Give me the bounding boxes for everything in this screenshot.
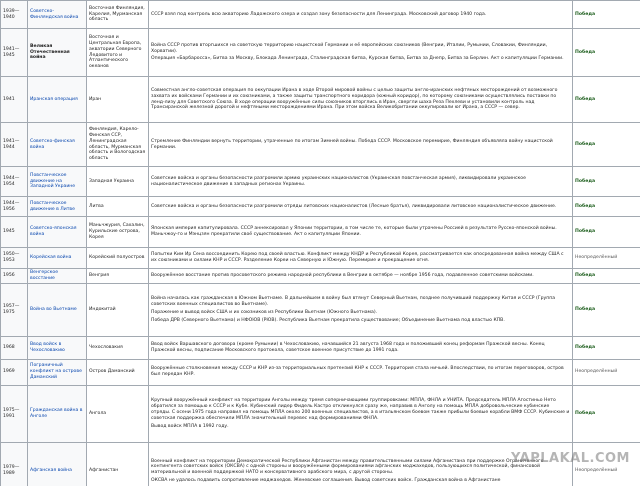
table-row [1, 283, 640, 336]
year-cell: 1968 [1, 336, 28, 359]
description-cell [149, 217, 573, 248]
description-cell [149, 385, 573, 442]
result-cell: Победа [573, 385, 640, 442]
description-paragraph: Вооружённое восстание против просоветского режима народной республики в Венгрии в октябре — ноябре 1956 года, подавленное советскими войсками. [151, 272, 534, 278]
description-paragraph: Стремление Финляндии вернуть территории, утраченные по итогам Зимней войны. Победа СССР. Московское перемирие, Финляндия объявляла войну нацистской Германии. [151, 138, 553, 150]
result-cell: Победа [573, 167, 640, 197]
location-cell: Иран [87, 77, 149, 123]
war-name-link[interactable]: Повстанческое движение в Литве [28, 197, 87, 217]
war-name-link[interactable]: Пограничный конфликт на острове Даманский [28, 359, 87, 385]
description-paragraph: Поражение и вывод войск США и их союзников из Республики Вьетнам (Южного Вьетнама). [151, 309, 378, 315]
description-cell [149, 442, 573, 486]
location-cell: Восточная и Центральная Европа, акватории Северного Ледовитого и Атлантического океанов [87, 29, 149, 77]
table-row [1, 123, 640, 167]
war-name-link[interactable]: Ввод войск в Чехословакию [28, 336, 87, 359]
result-cell: Победа [573, 269, 640, 284]
description-paragraph: Советские войска и органы безопасности разгромили отряды литовских националистов (Лесные братья), ликвидировали литовское националистическое движение. [151, 203, 557, 209]
description-cell [149, 269, 573, 284]
result-cell: Победа [573, 336, 640, 359]
description-paragraph: Война началась как гражданская в Южном Вьетнаме. В дальнейшем в войну был втянут Северный Вьетнам, позднее получивший поддержку Китая и СССР (Группа советских военных специалистов во Вьетнаме). [151, 296, 556, 307]
location-cell: Чехословакия [87, 336, 149, 359]
location-cell: Ангола [87, 385, 149, 442]
location-cell: Маньчжурия, Сахалин, Курильские острова, Корея [87, 217, 149, 248]
description-paragraph: Вывод войск МПЛА в 1992 году. [151, 423, 229, 429]
year-cell: 1939—1940 [1, 1, 28, 29]
description-paragraph: Военный конфликт на территории Демократической Республики Афганистан между правительственными силами Афганистана при поддержке Ограниченного контингента советских войск (ОКСВА) с одной стороны и вооружёнными формированиями афганских моджахедов, пользующихся политической, финансовой материальной и военной поддержкой НАТО и консервативного арабского мира, с другой стороны. [151, 458, 544, 476]
description-paragraph: СССР взял под контроль всю акваторию Ладожского озера и создал зону безопасности для Ленинграда. Московский договор 1940 года. [151, 11, 487, 17]
year-cell: 1957—1975 [1, 283, 28, 336]
description-cell [149, 197, 573, 217]
war-name-link[interactable]: Иранская операция [28, 77, 87, 123]
location-cell: Западная Украина [87, 167, 149, 197]
description-cell [149, 123, 573, 167]
war-name-link[interactable]: Афганская война [28, 442, 87, 486]
year-cell: 1945 [1, 217, 28, 248]
description-paragraph: Японская империя капитулировала. СССР аннексировал у Японии территории, в том числе те, которые были утрачены Россией в результате Русско-японской войны. Маньчжоу-го и Мэнцзян прекратили своё существование. Акт о капитуляции Японии. [151, 226, 557, 237]
location-cell: Венгрия [87, 269, 149, 284]
war-name-link[interactable]: Повстанческое движение на Западной Украине [28, 167, 87, 197]
table-row [1, 29, 640, 77]
result-cell: Победа [573, 1, 640, 29]
location-cell: Индокитай [87, 283, 149, 336]
year-cell: 1941 [1, 77, 28, 123]
table-row [1, 77, 640, 123]
table-row [1, 1, 640, 29]
year-cell: 1944—1956 [1, 197, 28, 217]
year-cell: 1975—1991 [1, 385, 28, 442]
location-cell: Остров Даманский [87, 359, 149, 385]
table-row [1, 269, 640, 284]
description-cell [149, 167, 573, 197]
watermark: YAPLAKAL.COM [511, 451, 630, 467]
table-row [1, 248, 640, 269]
year-cell: 1969 [1, 359, 28, 385]
description-paragraph: Крупный вооружённый конфликт на территории Анголы между тремя соперничающими группировками: МПЛА, ФНЛА и УНИТА. Председатель МПЛА Агостиньо Нето обратился за помощью к СССР и к Кубе. Кубинский лидер Фидель Кастро откликнулся сразу же, направив в Анголу на помощь МПЛА добровольческие кубинские отряды. С осени 1975 года направил на помощь МПЛА около 200 военных специалистов, а в итальянском боевом также прибыли боевые корабли ВМФ СССР. Кубинские и советская поддержка обеспечили МПЛА значительный перевес над формированиями ФНЛА. [151, 398, 570, 421]
result-cell: Победа [573, 123, 640, 167]
year-cell: 1944—1954 [1, 167, 28, 197]
location-cell: Восточная Финляндия, Карелия, Мурманская область [87, 1, 149, 29]
table-row [1, 359, 640, 385]
result-cell: Неопределённый [573, 359, 640, 385]
description-cell [149, 77, 573, 123]
result-cell: Победа [573, 77, 640, 123]
table-row [1, 336, 640, 359]
description-paragraph: ОКСВА не удалось подавить сопротивление моджахедов. Женевские соглашения. Вывод советских войск. Гражданская война в Афганистане [151, 478, 501, 484]
description-paragraph: Победа ДРВ (Северного Вьетнама) и НФОЮВ (РЮВ). Республика Вьетнам прекратила существование; Объединение Вьетнама под властью КПВ. [151, 317, 505, 323]
description-cell [149, 336, 573, 359]
description-paragraph: Операция «Барбаросса», Битва за Москву, Блокада Ленинграда, Сталинградская битва, Курская битва, Битва за Днепр, Битва за Берлин. Акт о капитуляции Германии. [151, 56, 564, 62]
result-cell: Победа [573, 217, 640, 248]
description-cell [149, 283, 573, 336]
description-paragraph: Война СССР против вторгшихся на советскую территорию нацистской Германии и её европейских союзников (Венгрии, Италии, Румынии, Словакии, Финляндии, Хорватии). [151, 42, 548, 54]
table-row [1, 197, 640, 217]
description-cell [149, 29, 573, 77]
war-name-link[interactable]: Советско-японская война [28, 217, 87, 248]
table-row [1, 385, 640, 442]
description-cell [149, 1, 573, 29]
result-cell: Победа [573, 197, 640, 217]
year-cell: 1979—1989 [1, 442, 28, 486]
war-name-link[interactable]: Корейская война [28, 248, 87, 269]
year-cell: 1950—1953 [1, 248, 28, 269]
table-row [1, 217, 640, 248]
description-paragraph: Попытки Ким Ир Сена воссоединить Корею под своей властью. Конфликт между КНДР и Республикой Корея, рассматривается как опосредованная война между США с их союзниками и силами КНР и СССР. Разделение Кореи на Северную и Южную. Перемирие и прекращение огня. [151, 252, 564, 263]
location-cell: Корейский полуостров [87, 248, 149, 269]
result-cell: Победа [573, 29, 640, 77]
war-name-link[interactable]: Великая Отечественная война [28, 29, 87, 77]
war-name-link[interactable]: Венгерское восстание [28, 269, 87, 284]
year-cell: 1941—1945 [1, 29, 28, 77]
result-cell: Неопределённый [573, 248, 640, 269]
description-cell [149, 359, 573, 385]
war-name-link[interactable]: Гражданская война в Анголе [28, 385, 87, 442]
location-cell: Афганистан [87, 442, 149, 486]
war-name-link[interactable]: Советско-финская война [28, 123, 87, 167]
description-paragraph: Совместная англо-советская операция по оккупации Ирана в ходе Второй мировой войны с целью защиты англо-иранских нефтяных месторождений от возможного захвата их войсками Германии и их союзниками, а также защиты транспортного коридора (южный коридор), по которому союзниками осуществлялись поставки по ленд-лизу для Советского Союза. В ходе операции вооружённые силы союзников вторглись в Иран, свергли шаха Реза Пехлеви и установили контроль над Трансиранской железной дорогой и нефтяными месторождениями Ирана. При этом войска Великобритании оккупировали юг Ирана, а СССР — север. [151, 87, 558, 111]
war-name-link[interactable]: Советско-Финляндская война [28, 1, 87, 29]
year-cell: 1941—1944 [1, 123, 28, 167]
war-name-link[interactable]: Война во Вьетнаме [28, 283, 87, 336]
location-cell: Финляндия, Карело-Финская ССР, Ленинградская область, Мурманская область и Вологодская область [87, 123, 149, 167]
wars-table-body [1, 1, 640, 486]
result-cell: Неопределённый [573, 442, 640, 486]
description-cell [149, 248, 573, 269]
location-cell: Литва [87, 197, 149, 217]
description-paragraph: Вооружённые столкновения между СССР и КНР из-за территориальных претензий КНР к СССР. Территория стала ничьей. Впоследствии, по итогам переговоров, остров был передан КНР. [151, 366, 564, 378]
result-cell: Победа [573, 283, 640, 336]
year-cell: 1956 [1, 269, 28, 284]
description-paragraph: Советские войска и органы безопасности разгромили армию украинских националистов (Украинская повстанческая армия), ликвидировали украинское националистическое движение в западных регионах Украины. [151, 175, 526, 187]
table-row [1, 167, 640, 197]
description-paragraph: Ввод войск Варшавского договора (кроме Румынии) в Чехословакию, начавшийся 21 августа 1968 года и положивший конец реформам Пражской весны. Конец Пражской весны, подписание Московского протокола, советское военное присутствие до 1991 года. [151, 341, 545, 353]
